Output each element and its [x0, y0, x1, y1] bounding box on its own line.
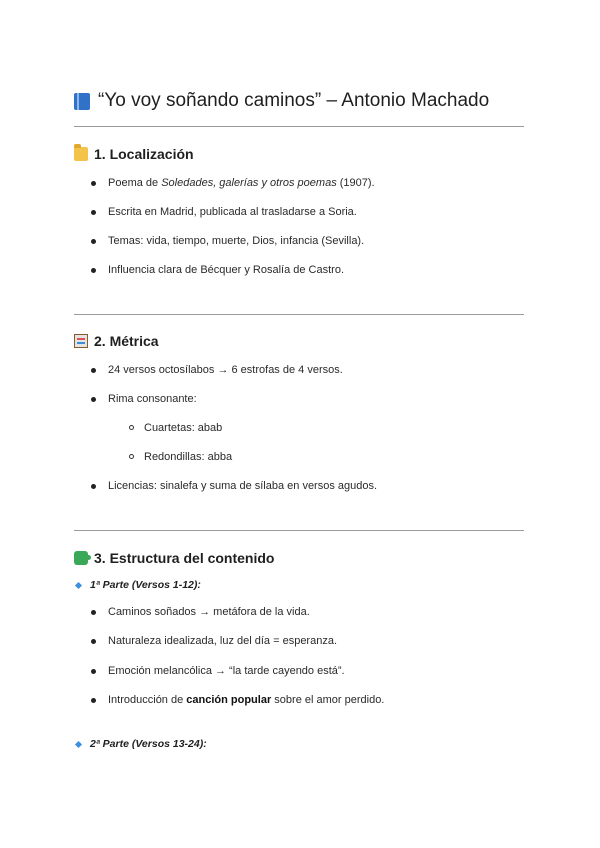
- sub-list-item: Cuartetas: abab: [144, 422, 223, 434]
- list-item: Rima consonante:: [108, 393, 197, 405]
- part-label-1: [90, 579, 201, 591]
- divider: [74, 314, 524, 315]
- list-item: Emoción melancólica → “la tarde cayendo está”.: [108, 665, 345, 677]
- card-index-dividers-icon: [74, 147, 88, 161]
- blue-diamond-icon: [75, 582, 82, 589]
- list-item: Licencias: sinalefa y suma de sílaba en versos agudos.: [108, 480, 378, 492]
- list-item-text: (1907).: [336, 177, 375, 189]
- document-title-text: “Yo voy soñando caminos” – Antonio Machado: [98, 90, 490, 111]
- part-label-text: 2ª Parte (Versos 13-24):: [90, 738, 207, 750]
- sub-list-item: Redondillas: abba: [144, 451, 233, 463]
- list-item: Influencia clara de Bécquer y Rosalía de Castro.: [108, 264, 345, 276]
- section-heading-estructura: [74, 550, 274, 566]
- puzzle-piece-icon: [74, 551, 88, 565]
- section-heading-text: 1. Localización: [94, 146, 194, 162]
- section-heading-metrica: [74, 333, 159, 349]
- list-item: [108, 177, 375, 189]
- book-title: Soledades, galerías y otros poemas: [161, 177, 337, 189]
- section-heading-text: 3. Estructura del contenido: [94, 550, 275, 566]
- list-item: Escrita en Madrid, publicada al trasladarse a Soria.: [108, 206, 357, 218]
- blue-book-icon: [74, 93, 90, 110]
- list-item-text: sobre el amor perdido.: [271, 694, 385, 706]
- list-item: 24 versos octosílabos → 6 estrofas de 4 versos.: [108, 364, 343, 376]
- list-item-text: Introducción de: [108, 694, 187, 706]
- list-item: Caminos soñados → metáfora de la vida.: [108, 606, 310, 618]
- part-label-2: [90, 738, 207, 750]
- list-item: Temas: vida, tiempo, muerte, Dios, infancia (Sevilla).: [108, 235, 365, 247]
- part-label-text: 1ª Parte (Versos 1-12):: [90, 579, 201, 591]
- document-title: [74, 90, 489, 112]
- abacus-icon: [74, 334, 88, 348]
- blue-diamond-icon: [75, 741, 82, 748]
- list-item: [108, 694, 384, 706]
- list-item-text: Poema de: [108, 177, 162, 189]
- section-heading-text: 2. Métrica: [94, 333, 159, 349]
- section-heading-localizacion: [74, 146, 194, 162]
- bold-term: canción popular: [186, 694, 272, 706]
- list-item: Naturaleza idealizada, luz del día = esperanza.: [108, 635, 338, 647]
- divider: [74, 530, 524, 531]
- divider: [74, 126, 524, 127]
